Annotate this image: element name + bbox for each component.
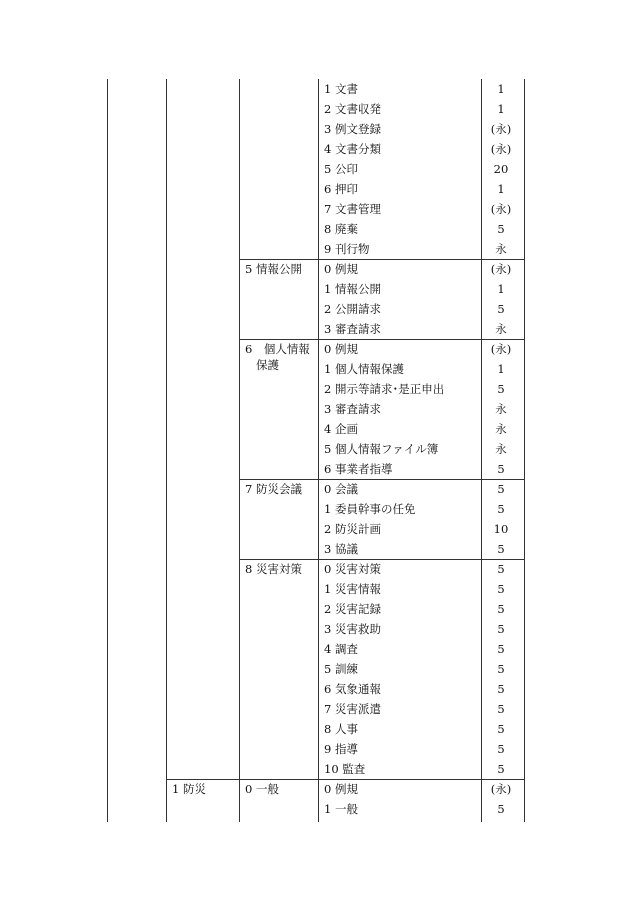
item-label: 1 個人情報保護 (324, 362, 404, 376)
item-label: 3 災害救助 (324, 622, 381, 636)
item-label: 4 企画 (324, 422, 358, 436)
retention-period: (永) (490, 782, 512, 796)
retention-period: 5 (497, 542, 505, 556)
retention-period: 5 (497, 382, 505, 396)
item-label: 2 開示等請求･是正申出 (324, 382, 445, 396)
retention-period: 永 (495, 402, 507, 416)
item-label: 1 災害情報 (324, 582, 381, 596)
retention-period: 5 (497, 482, 505, 496)
item-label: 1 一般 (324, 802, 358, 816)
retention-period: (永) (490, 142, 512, 156)
item-label: 3 審査請求 (324, 402, 381, 416)
retention-period: 5 (497, 642, 505, 656)
item-label: 9 指導 (324, 742, 358, 756)
retention-period: 5 (497, 762, 505, 776)
retention-period: 1 (497, 362, 505, 376)
retention-period: 5 (497, 462, 505, 476)
item-label: 5 個人情報ファイル簿 (324, 442, 439, 456)
item-label: 10 監査 (324, 762, 366, 776)
retention-period: (永) (490, 262, 512, 276)
item-label: 7 災害派遣 (324, 702, 381, 716)
item-label: 3 協議 (324, 542, 358, 556)
item-label: 3 例文登録 (324, 122, 381, 136)
retention-period: 5 (497, 722, 505, 736)
column-rule-0 (107, 79, 108, 822)
retention-period: 永 (495, 322, 507, 336)
item-label: 2 防災計画 (324, 522, 381, 536)
group-separator-0 (239, 259, 524, 260)
retention-period: 5 (497, 622, 505, 636)
retention-period: (永) (490, 122, 512, 136)
item-label: 4 文書分類 (324, 142, 381, 156)
item-label: 0 会議 (324, 482, 358, 496)
group-label: 5 情報公開 (245, 262, 302, 276)
column-rule-5 (524, 79, 525, 822)
retention-period: 20 (493, 162, 509, 176)
group-separator-2 (239, 479, 524, 480)
item-label: 4 調査 (324, 642, 358, 656)
retention-period: 5 (497, 802, 505, 816)
retention-period: (永) (490, 342, 512, 356)
retention-period: 1 (497, 282, 505, 296)
item-label: 2 災害記録 (324, 602, 381, 616)
retention-period: 永 (495, 442, 507, 456)
item-label: 2 文書収発 (324, 102, 381, 116)
retention-period: 5 (497, 602, 505, 616)
retention-period: 5 (497, 502, 505, 516)
item-label: 1 委員幹事の任免 (324, 502, 416, 516)
item-label: 0 例規 (324, 262, 358, 276)
item-label: 8 廃棄 (324, 222, 358, 236)
category-label: 1 防災 (172, 782, 206, 796)
group-label: 0 一般 (245, 782, 279, 796)
retention-period: (永) (490, 202, 512, 216)
retention-period: 5 (497, 742, 505, 756)
retention-period: 1 (497, 102, 505, 116)
item-label: 5 訓練 (324, 662, 358, 676)
retention-period: 1 (497, 182, 505, 196)
group-separator-4 (166, 779, 524, 780)
retention-period: 永 (495, 242, 507, 256)
retention-period: 5 (497, 682, 505, 696)
item-label: 7 文書管理 (324, 202, 381, 216)
retention-period: 5 (497, 662, 505, 676)
column-rule-2 (239, 79, 240, 822)
retention-period: 5 (497, 302, 505, 316)
item-label: 0 例規 (324, 782, 358, 796)
item-label: 2 公開請求 (324, 302, 381, 316)
item-label: 5 公印 (324, 162, 358, 176)
item-label: 9 刊行物 (324, 242, 370, 256)
retention-period: 永 (495, 422, 507, 436)
item-label: 1 情報公開 (324, 282, 381, 296)
retention-period: 1 (497, 82, 505, 96)
item-label: 6 押印 (324, 182, 358, 196)
retention-period: 5 (497, 222, 505, 236)
item-label: 3 審査請求 (324, 322, 381, 336)
group-separator-3 (239, 559, 524, 560)
retention-period: 5 (497, 582, 505, 596)
group-separator-1 (239, 339, 524, 340)
retention-period: 5 (497, 562, 505, 576)
item-label: 6 事業者指導 (324, 462, 393, 476)
item-label: 6 気象通報 (324, 682, 381, 696)
item-label: 0 災害対策 (324, 562, 381, 576)
group-label: 8 災害対策 (245, 562, 302, 576)
item-label: 1 文書 (324, 82, 358, 96)
column-rule-1 (166, 79, 167, 822)
group-label-cont: 保護 (256, 358, 279, 372)
retention-period: 10 (493, 522, 509, 536)
group-label: 6 個人情報 (245, 342, 310, 356)
item-label: 8 人事 (324, 722, 358, 736)
item-label: 0 例規 (324, 342, 358, 356)
group-label: 7 防災会議 (245, 482, 302, 496)
retention-period: 5 (497, 702, 505, 716)
column-rule-3 (318, 79, 319, 822)
